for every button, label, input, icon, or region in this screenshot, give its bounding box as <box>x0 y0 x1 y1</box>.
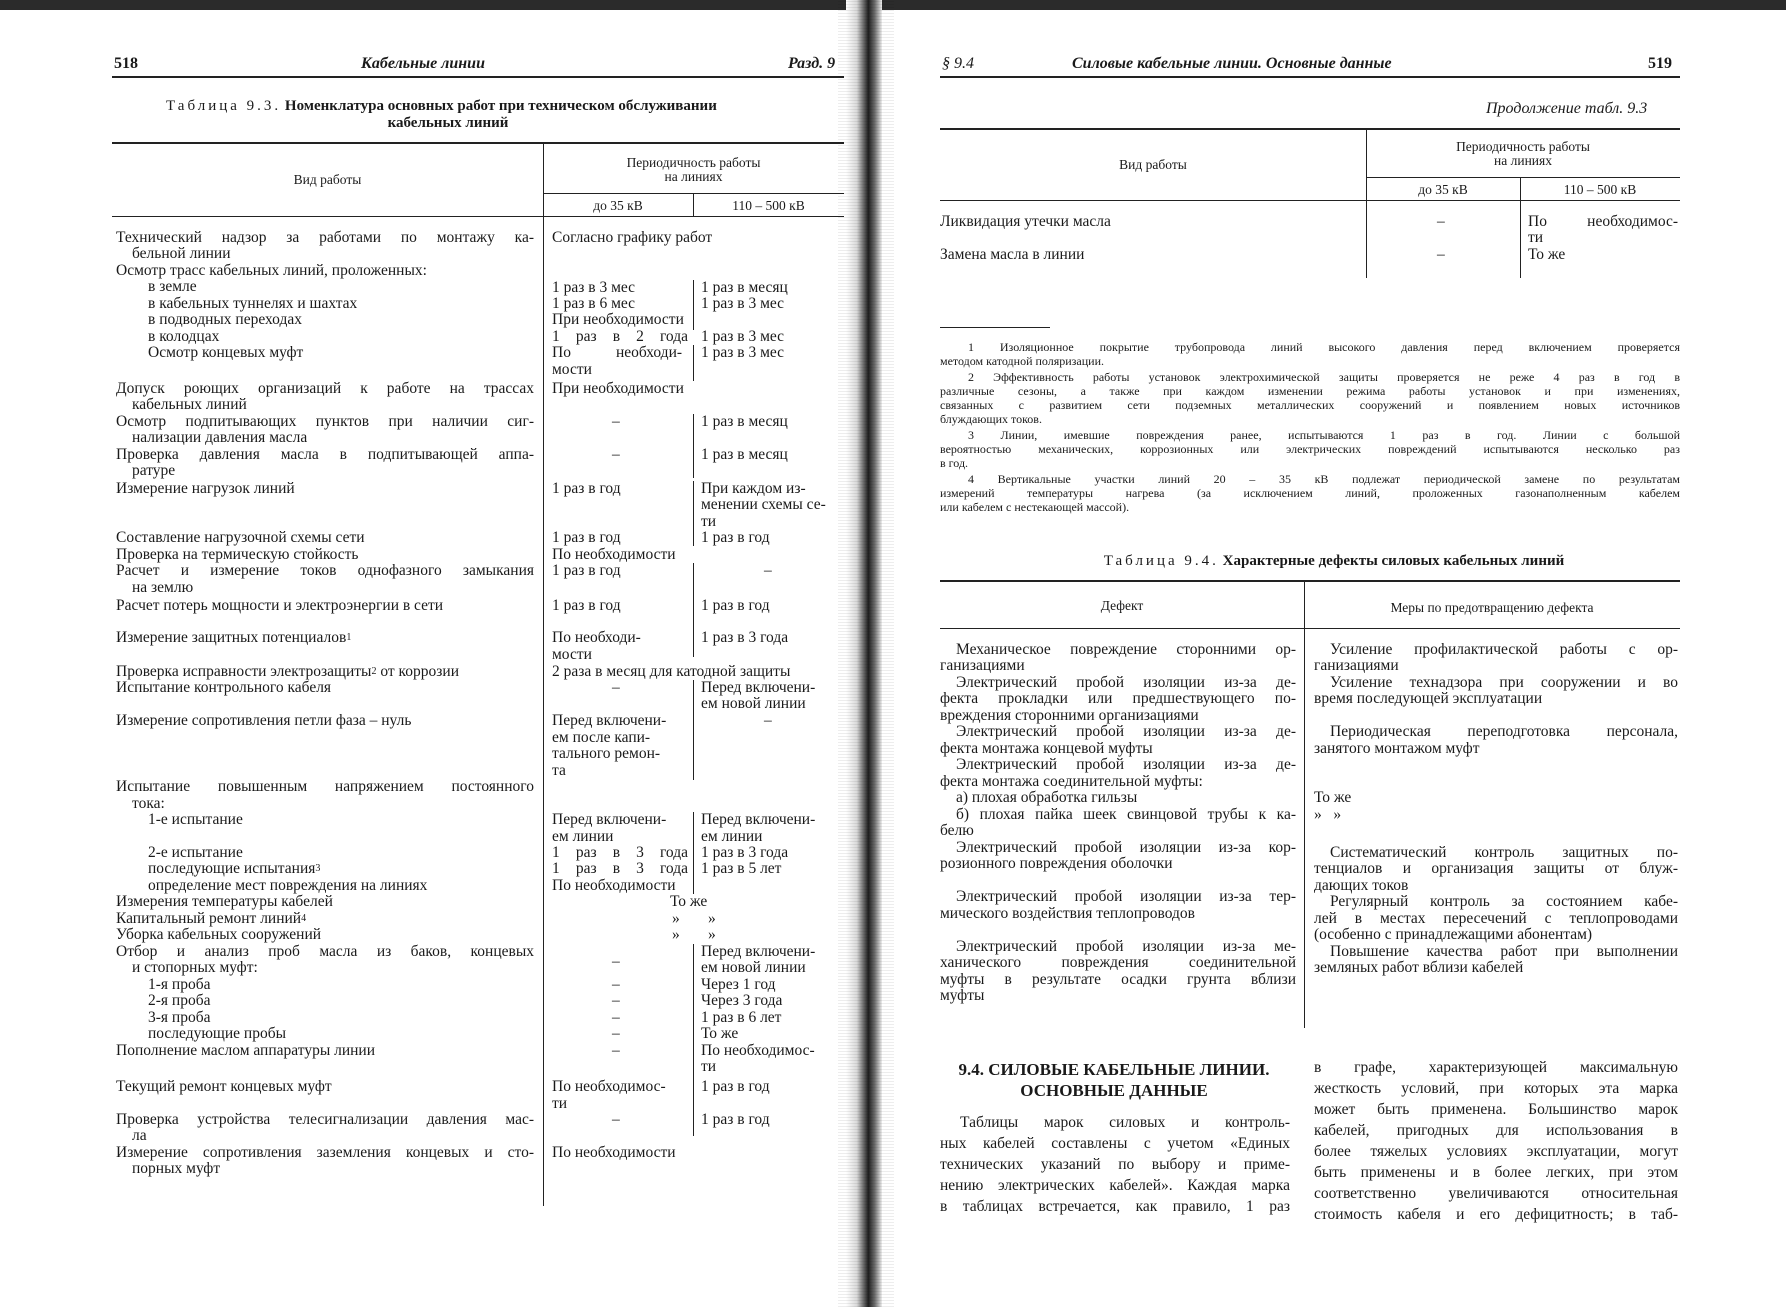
footnote: в год. <box>940 456 969 470</box>
body-line: в таблицах встречается, как правило, 1 раз <box>940 1198 1290 1215</box>
header-bottom-rule <box>940 200 1680 201</box>
period-cell: 1 раз в 3 года <box>701 844 789 861</box>
footnote-text: Изоляционное покрытие трубопровода линий высокого давления перед включением проверяется <box>999 340 1680 354</box>
period-cell: мости <box>552 361 592 378</box>
period-cell: 1 раз в год <box>701 1111 770 1128</box>
work-item: Проверка устройства телесигнализации давления мас- <box>116 1111 534 1128</box>
period-cell: ем после капи- <box>552 729 651 746</box>
period-cell: 2 раза в месяц для катодной защиты <box>552 663 791 680</box>
work-item: бельной линии <box>132 245 231 262</box>
table-top-rule <box>112 142 844 144</box>
work-item: Текущий ремонт концевых муфт <box>116 1078 332 1095</box>
work-item: Расчет и измерение токов однофазного замыкания <box>116 562 534 579</box>
table-top-rule <box>940 580 1680 582</box>
period-cell: По необходимос- <box>1528 213 1678 230</box>
header-up-to-35kv: до 35 кВ <box>1418 182 1468 197</box>
footnote: связанных с развитием сети подземных металлических сооружений и появлением новых источников <box>940 398 1680 412</box>
period-cell: та <box>552 762 566 779</box>
page-number: 519 <box>1648 55 1672 72</box>
defect-line: фекта прокладки или предшествующего по- <box>940 690 1296 707</box>
measure-line: Повышение качества работ при выполнении <box>1330 943 1678 960</box>
work-item: последующие пробы <box>148 1025 287 1042</box>
header-periodicity-2: на линиях <box>1494 153 1552 168</box>
measure-line: » » <box>1314 806 1342 823</box>
header-bottom-rule <box>112 216 844 217</box>
footnote-text: Линии, имевшие повреждения ранее, испытываются 1 раз в год. Линии с большой <box>1000 428 1681 442</box>
work-item: 1-е испытание <box>148 811 243 828</box>
period-cell: 1 раз в год <box>552 562 621 579</box>
period-cell: ти <box>701 1058 717 1075</box>
defect-line: Электрический пробой изоляции из-за де- <box>956 674 1296 691</box>
period-cell: ти <box>552 1095 568 1112</box>
work-item-text: Капитальный ремонт линий <box>116 910 302 927</box>
measure-line: Регулярный контроль за состоянием кабе- <box>1330 893 1678 910</box>
table-caption-title: Номенклатура основных работ при техническом обслуживании <box>284 98 717 114</box>
footnote: измерений температуры нагрева (за исключением линий, проложенных газонаполненным кабелем <box>940 486 1680 500</box>
period-cell: 1 раз в месяц <box>701 446 788 463</box>
work-item <box>116 630 351 647</box>
period-cell: По необходимос- <box>552 1078 666 1095</box>
work-item: Допуск роющих организаций к работе на трассах <box>116 380 534 397</box>
period-cell: » <box>672 910 680 927</box>
period-cell: – <box>764 562 772 579</box>
period-cell: – <box>612 1025 620 1042</box>
period-cell: 1 раз в 5 лет <box>701 860 782 877</box>
measure-line: лей в местах пересечений с теплопроводами <box>1314 910 1678 927</box>
work-item: определение мест повреждения на линиях <box>148 877 428 894</box>
work-item: в колодцах <box>148 328 220 345</box>
running-title: Кабельные линии <box>361 55 485 72</box>
defect-line: а) плохая обработка гильзы <box>956 789 1138 806</box>
period-cell: – <box>612 953 620 970</box>
defect-line: ганизациями <box>940 657 1025 674</box>
table-caption-title-line-2: кабельных линий <box>387 115 509 131</box>
period-cell: При необходимости <box>552 311 684 328</box>
column-divider <box>1304 580 1305 1028</box>
footnote-text: Эффективность работы установок электрохимической защиты проверяется не реже 4 раз в год в <box>993 370 1680 384</box>
cell-divider <box>693 280 694 330</box>
table-caption-prefix: Таблица 9.3. <box>166 98 282 114</box>
work-item-text: последующие испытания <box>148 860 316 877</box>
body-line: стоимость кабеля и его дефицитность; в таб- <box>1314 1206 1678 1223</box>
header-work-type: Вид работы <box>1119 157 1187 172</box>
period-cell: » <box>708 926 716 943</box>
measure-line: время последующей эксплуатации <box>1314 690 1543 707</box>
cell-divider <box>693 345 694 381</box>
footnote: блуждающих токов. <box>940 412 1042 426</box>
work-item: нализации давления масла <box>132 429 308 446</box>
work-item: и стопорных муфт: <box>132 959 258 976</box>
defect-line: вреждения сторонними организациями <box>940 707 1199 724</box>
work-item: Испытание контрольного кабеля <box>116 679 332 696</box>
header-periodicity: Периодичность работы <box>626 155 761 170</box>
defect-line: ханического повреждения соединительной <box>940 954 1296 971</box>
work-item: Измерение сопротивления заземления концевых и сто- <box>116 1144 534 1161</box>
footnote <box>940 472 1680 486</box>
table-caption-prefix: Таблица 9.4. <box>1103 553 1219 569</box>
header-110-500kv: 110 – 500 кВ <box>1563 182 1637 197</box>
continuation-label: Продолжение табл. 9.3 <box>1486 100 1648 117</box>
period-cell: 1 раз в 3 мес <box>552 279 636 296</box>
measure-line: То же <box>1314 789 1352 806</box>
table-caption <box>882 553 1786 570</box>
header-work-type: Вид работы <box>293 172 362 187</box>
period-cell: 1 раз в месяц <box>701 279 788 296</box>
section-label: Разд. 9 <box>788 55 836 72</box>
body-line: более тяжелых условиях эксплуатации, могут <box>1314 1143 1678 1160</box>
work-item: Измерение сопротивления петли фаза – нуль <box>116 712 412 729</box>
footnote-mark: 2 <box>371 666 377 677</box>
period-cell: ти <box>1528 229 1544 246</box>
cell-divider <box>693 414 694 478</box>
footnote-mark: 4 <box>301 913 307 924</box>
cell-divider <box>693 563 694 657</box>
period-cell: То же <box>1528 246 1566 263</box>
section-label: § 9.4 <box>942 55 974 72</box>
work-item: в кабельных туннелях и шахтах <box>148 295 358 312</box>
period-cell: – <box>612 1111 620 1128</box>
defect-line: мического воздействия теплопроводов <box>940 905 1195 922</box>
period-cell: – <box>1437 213 1445 230</box>
cell-divider <box>693 680 694 780</box>
period-cell: По необходимости <box>552 1144 676 1161</box>
work-item: Ликвидация утечки масла <box>940 213 1111 230</box>
work-item: ратуре <box>132 462 176 479</box>
period-cell: 1 раз в месяц <box>701 413 788 430</box>
measure-line: земляных работ вблизи кабелей <box>1314 959 1524 976</box>
header-up-to-35kv: до 35 кВ <box>593 198 643 213</box>
measure-line: ганизациями <box>1314 657 1399 674</box>
work-item: Измерения температуры кабелей <box>116 893 333 910</box>
period-cell: Перед включени- <box>701 943 816 960</box>
right-page <box>882 0 1786 1307</box>
work-item: порных муфт <box>132 1160 221 1177</box>
footnote <box>940 340 1680 354</box>
period-cell: То же <box>701 1025 739 1042</box>
work-item: Технический надзор за работами по монтажу ка- <box>116 229 534 246</box>
period-cell: Перед включени- <box>701 811 816 828</box>
measure-line: Усиление профилактической работы с ор- <box>1330 641 1678 658</box>
header-measures: Меры по предотвращению дефекта <box>1390 600 1594 615</box>
body-line: нению электрических кабелей». Каждая марка <box>940 1177 1290 1194</box>
period-cell: ем линии <box>552 828 614 845</box>
period-cell: – <box>612 413 620 430</box>
measure-line: Систематический контроль защитных по- <box>1330 844 1678 861</box>
period-cell: То же <box>670 893 708 910</box>
page-number: 518 <box>114 55 138 72</box>
period-cell: 1 раз в год <box>701 529 770 546</box>
work-item: 2-е испытание <box>148 844 243 861</box>
defect-line: фекта монтажа концевой муфты <box>940 740 1153 757</box>
work-item: в подводных переходах <box>148 311 302 328</box>
table-caption-title: Характерные дефекты силовых кабельных линий <box>1222 553 1565 569</box>
work-item: Уборка кабельных сооружений <box>116 926 322 943</box>
work-item-text: Проверка исправности электрозащиты <box>116 663 372 680</box>
work-item: тока: <box>132 795 165 812</box>
work-item: Осмотр подпитывающих пунктов при наличии сиг- <box>116 413 534 430</box>
period-cell: 1 раз в год <box>552 597 621 614</box>
header-110-500kv: 110 – 500 кВ <box>732 198 805 213</box>
section-heading-2: ОСНОВНЫЕ ДАННЫЕ <box>1020 1081 1208 1100</box>
period-cell: При необходимости <box>552 380 684 397</box>
work-item: Замена масла в линии <box>940 246 1085 263</box>
defect-line: Электрический пробой изоляции из-за кор- <box>956 839 1296 856</box>
period-cell: ем новой линии <box>701 959 806 976</box>
period-cell: – <box>764 712 772 729</box>
footnote: различные сезоны, а также при каждом изменении режима работы установок и при изменениях, <box>940 384 1680 398</box>
period-cell: По необходи- <box>552 629 641 646</box>
period-cell: – <box>612 446 620 463</box>
work-item: Проверка давления масла в подпитывающей аппа- <box>116 446 534 463</box>
footnote-number: 4 <box>968 472 974 486</box>
period-cell: 1 раз в 3 года <box>701 629 789 646</box>
defect-line: розионного повреждения оболочки <box>940 855 1173 872</box>
period-cell: По необходимости <box>552 546 676 563</box>
footnote-number: 2 <box>968 370 974 384</box>
cell-divider <box>693 944 694 1136</box>
period-cell: По <box>552 344 571 361</box>
work-item <box>148 861 320 878</box>
period-cell: – <box>612 679 620 696</box>
body-line: соответственно увеличиваются относительная <box>1314 1185 1678 1202</box>
defect-line: муфты <box>940 987 985 1004</box>
work-item: в земле <box>148 278 197 295</box>
period-cell: Перед включени- <box>701 679 816 696</box>
work-item: ла <box>132 1127 147 1144</box>
footnote <box>940 370 1680 384</box>
period-cell: 1 раз в 3 мес <box>701 344 785 361</box>
table-top-rule <box>940 128 1680 130</box>
measure-line: занятого монтажом муфт <box>1314 740 1480 757</box>
measure-line: дающих токов <box>1314 877 1409 894</box>
period-cell: 1 раз в год <box>552 480 621 497</box>
footnote-mark: 3 <box>315 863 321 874</box>
work-item: Измерение нагрузок линий <box>116 480 295 497</box>
defect-line: Электрический пробой изоляции из-за ме- <box>956 938 1296 955</box>
work-item: Отбор и анализ проб масла из баков, концевых <box>116 943 534 960</box>
work-item: 1-я проба <box>148 976 211 993</box>
left-page <box>0 0 846 1307</box>
work-item: Проверка на термическую стойкость <box>116 546 359 563</box>
period-cell: 1 раз в 3 года <box>552 860 688 877</box>
body-line: жесткость условий, при которых эта марка <box>1314 1080 1678 1097</box>
body-line: Таблицы марок силовых и контроль- <box>960 1114 1290 1131</box>
defect-line: Электрический пробой изоляции из-за де- <box>956 756 1296 773</box>
period-cell: При каждом из- <box>701 480 806 497</box>
header-periodicity-2: на линиях <box>664 169 723 184</box>
period-cell: 1 раз в год <box>701 1078 770 1095</box>
header-rule <box>940 76 1680 78</box>
header-bottom-rule <box>940 628 1680 629</box>
footnote-number: 3 <box>968 428 974 442</box>
header-defect: Дефект <box>1100 598 1144 613</box>
footnote-separator <box>940 327 1050 328</box>
defect-line: Электрический пробой изоляции из-за тер- <box>956 888 1296 905</box>
footnote: вероятностью механических, коррозионных или электрических повреждений испытываются несколько раз <box>940 442 1680 456</box>
period-cell: 1 раз в 3 мес <box>701 295 785 312</box>
period-cell: » <box>672 926 680 943</box>
period-cell: – <box>612 992 620 1009</box>
period-cell: – <box>612 976 620 993</box>
period-cell: ем новой линии <box>701 695 806 712</box>
defect-line: белю <box>940 822 974 839</box>
period-cell: Через 1 год <box>701 976 776 993</box>
period-cell: – <box>1437 246 1445 263</box>
period-cell: ти <box>701 513 717 530</box>
header-mid-rule <box>1366 177 1680 178</box>
footnote-number: 1 <box>968 340 974 354</box>
work-item: Составление нагрузочной схемы сети <box>116 529 365 546</box>
work-item: Осмотр трасс кабельных линий, проложенных: <box>116 262 427 279</box>
period-cell: По необходимости <box>552 877 676 894</box>
work-item: Расчет потерь мощности и электроэнергии в сети <box>116 597 444 614</box>
body-line: кабелей, пригодных для использования в <box>1314 1122 1678 1139</box>
table-caption <box>166 98 717 115</box>
period-cell: 1 раз в год <box>552 529 621 546</box>
body-line: быть применены и в более легких, при этом <box>1314 1164 1678 1181</box>
work-item: Испытание повышенным напряжением постоянного <box>116 778 534 795</box>
period-cell: тального ремон- <box>552 745 661 762</box>
period-cell: Перед включени- <box>552 712 667 729</box>
body-line: может быть применена. Большинство марок <box>1314 1101 1678 1118</box>
column-divider <box>543 142 544 1206</box>
work-item: Осмотр концевых муфт <box>148 344 304 361</box>
measure-line: Периодическая переподготовка персонала, <box>1330 723 1678 740</box>
cell-divider <box>693 812 694 894</box>
defect-line: б) плохая пайка шеек свинцовой трубы к ка- <box>956 806 1296 823</box>
body-line: технических указаний по выбору и приме- <box>940 1156 1290 1173</box>
defect-line: фекта монтажа соединительной муфты: <box>940 773 1203 790</box>
work-item: Пополнение маслом аппаратуры линии <box>116 1042 376 1059</box>
period-cell: – <box>612 1042 620 1059</box>
period-cell: 1 раз в 6 мес <box>552 295 636 312</box>
period-cell: По необходимос- <box>701 1042 815 1059</box>
defect-line: Механическое повреждение сторонними ор- <box>956 641 1296 658</box>
period-cell: 1 раз в 2 года <box>552 328 688 345</box>
work-item: кабельных линий <box>132 396 247 413</box>
period-cell: – <box>612 1009 620 1026</box>
period-cell: » <box>708 910 716 927</box>
footnote-mark: 1 <box>346 632 352 643</box>
work-item-text: Измерение защитных потенциалов <box>116 629 347 646</box>
footnote: или кабелем с нестекающей массой). <box>940 500 1130 514</box>
header-rule <box>112 76 844 78</box>
work-item: 2-я проба <box>148 992 211 1009</box>
period-cell: необходи- <box>616 344 683 361</box>
defect-line: Электрический пробой изоляции из-за де- <box>956 723 1296 740</box>
period-cell: 1 раз в год <box>701 597 770 614</box>
work-item: на землю <box>132 579 194 596</box>
period-cell: менении схемы се- <box>701 496 826 513</box>
period-cell: Перед включени- <box>552 811 667 828</box>
period-cell: 1 раз в 6 лет <box>701 1009 782 1026</box>
footnote-text: Вертикальные участки линий 20 – 35 кВ подлежат периодической замене по результатам <box>997 472 1680 486</box>
measure-line: тенциалов и организация защиты от блуж- <box>1314 860 1678 877</box>
period-cell: Согласно графику работ <box>552 229 713 246</box>
footnote <box>940 428 1680 442</box>
cell-divider <box>693 481 694 546</box>
period-cell: ем линии <box>701 828 763 845</box>
section-heading: 9.4. СИЛОВЫЕ КАБЕЛЬНЫЕ ЛИНИИ. <box>958 1060 1270 1079</box>
measure-line: Усиление технадзора при сооружении и во <box>1330 674 1678 691</box>
period-cell: мости <box>552 646 592 663</box>
body-line: ных кабелей составлены с учетом «Единых <box>940 1135 1290 1152</box>
footnote: методом катодной поляризации. <box>940 354 1105 368</box>
header-periodicity: Периодичность работы <box>1456 139 1590 154</box>
period-cell: 1 раз в 3 года <box>552 844 688 861</box>
period-cell: Через 3 года <box>701 992 783 1009</box>
period-cell: 1 раз в 3 мес <box>701 328 785 345</box>
work-item: 3-я проба <box>148 1009 211 1026</box>
work-item-text: от коррозии <box>380 663 460 680</box>
running-title: Силовые кабельные линии. Основные данные <box>1072 55 1392 72</box>
defect-line: муфты в результате осадки грунта вблизи <box>940 971 1296 988</box>
body-line: в графе, характеризующей максимальную <box>1314 1059 1678 1076</box>
measure-line: (особенно с принадлежащими абонентам) <box>1314 926 1593 943</box>
